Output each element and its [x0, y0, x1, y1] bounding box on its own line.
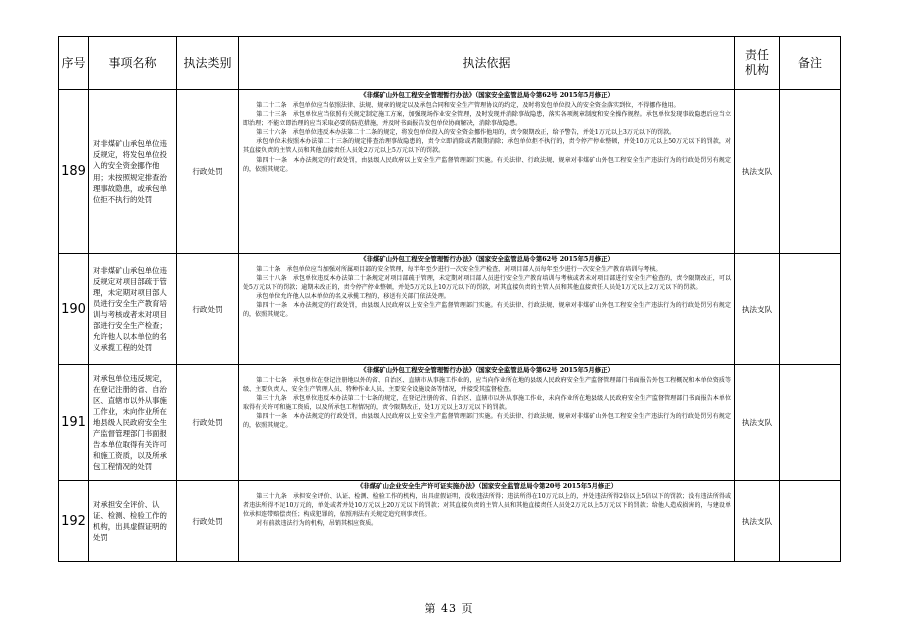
enforcement-type: 行政处罚	[177, 365, 239, 481]
row-number: 190	[59, 254, 89, 365]
responsible-org: 执法支队	[735, 90, 780, 254]
header-name: 事项名称	[89, 37, 177, 90]
law-title: 《非煤矿山外包工程安全管理暂行办法》（国家安全监管总局令第62号 2015年5月修正）	[360, 255, 614, 263]
legal-article: 第三十八条 承包单位违反本办法第二十条规定对项目部疏于管理，未定期对项目部人员进行安全生产教育培训与考核或者未对项目部进行安全生产检查的，责令限期改正，可以处5万元以下的罚款；逾期未改正的，责令停产停业整顿，并处5万元以上10万元以下的罚款，对其直接负责的主管人员和其他直接责任人员处1万元以上2万元以下的罚款。	[243, 275, 731, 292]
legal-article: 第三十九条 承担安全评价、认证、检测、检验工作的机构，出具虚假证明，没收违法所得；违法所得在10万元以上的，并处违法所得2倍以上5倍以下的罚款；没有违法所得或者违法所得不足10万元的，单处或者并处10万元以上20万元以下的罚款；对其直接负责的主管人员和其他直接责任人员处2万元以上5万元以下的罚款；给他人造成损害的，与建设单位承担连带赔偿责任；构成犯罪的，依照刑法有关规定追究刑事责任。	[243, 493, 731, 519]
enforcement-type: 行政处罚	[177, 254, 239, 365]
legal-basis	[239, 254, 735, 365]
item-name: 对非煤矿山承包单位违反规定对项目部疏于管理，未定期对项目部人员进行安全生产教育培训与考核或者未对项目部进行安全生产检查；允许他人以本单位的名义承揽工程的处罚	[89, 254, 177, 365]
table-row	[59, 254, 841, 365]
legal-basis	[239, 365, 735, 481]
row-number: 192	[59, 481, 89, 562]
header-no: 序号	[59, 37, 89, 90]
legal-article: 第二十二条 承包单位应当依照法律、法规、规章的规定以及承包合同和安全生产管理协议的约定，及时将发包单位投入的安全资金落实到位，不得挪作他用。	[256, 102, 680, 109]
legal-article: 第二十条 承包单位应当加强对所属项目部的安全管理，每半年至少进行一次安全生产检查，对项目部人员每年至少进行一次安全生产教育培训与考核。	[256, 266, 662, 273]
note-cell	[780, 90, 841, 254]
legal-article: 第四十一条 本办法规定的行政处罚，由县级人民政府以上安全生产监督管理部门实施。有关法律、行政法规、规章对非煤矿山外包工程安全生产违法行为的行政处罚另有规定的，依照其规定。	[243, 413, 731, 430]
item-name: 对非煤矿山承包单位违反规定，将发包单位投入的安全资金挪作他用；未按照规定排查治理事故隐患，或承包单位拒不执行的处罚	[89, 90, 177, 254]
legal-article: 第二十三条 承包单位应当依照有关规定制定施工方案，加强现场作业安全管理，及时发现并消除事故隐患，落实各项规章制度和安全操作规程。承包单位发现事故隐患后应当立即治理；不能立即治理的应当采取必要的防范措施，并及时书面报告发包单位协商解决，消除事故隐患。	[243, 111, 731, 128]
legal-article: 承包单位允许他人以本单位的名义承揽工程的，移送有关部门依法处理。	[256, 293, 450, 301]
item-name: 对承担安全评价、认证、检测、检验工作的机构，出具虚假证明的处罚	[89, 481, 177, 562]
enforcement-table	[58, 36, 841, 562]
table-row	[59, 481, 841, 562]
law-title: 《非煤矿山企业安全生产许可证实施办法》（国家安全监管总局令第20号 2015年5月修正）	[356, 482, 618, 490]
table-row	[59, 90, 841, 254]
legal-basis	[239, 90, 735, 254]
responsible-org: 执法支队	[735, 365, 780, 481]
law-title: 《非煤矿山外包工程安全管理暂行办法》（国家安全监管总局令第62号 2015年5月修正）	[360, 91, 614, 99]
note-cell	[780, 481, 841, 562]
law-title: 《非煤矿山外包工程安全管理暂行办法》（国家安全监管总局令第62号 2015年5月修正）	[360, 366, 614, 374]
enforcement-type: 行政处罚	[177, 90, 239, 254]
row-number: 191	[59, 365, 89, 481]
enforcement-type: 行政处罚	[177, 481, 239, 562]
legal-basis	[239, 481, 735, 562]
page-number: 第 43 页	[424, 602, 474, 615]
document-page	[58, 36, 840, 562]
item-name: 对承包单位违反规定，在登记注册的省、自治区、直辖市以外从事施工作业，未向作业所在地县级人民政府安全生产监督管理部门书面报告本单位取得有关许可和施工资质，以及所承包工程情况的处罚	[89, 365, 177, 481]
responsible-org: 执法支队	[735, 254, 780, 365]
legal-article: 第二十七条 承包单位在登记注册地以外的省、自治区、直辖市从事施工作业的，应当向作业所在地的县级人民政府安全生产监督管理部门书面报告外包工程概况和本单位资质等级、主要负责人、安全生产管理人员、特种作业人员、主要安全设施设备等情况，并接受其监督检查。	[243, 377, 731, 394]
legal-article: 对有前款违法行为的机构，吊销其相应资质。	[256, 520, 378, 528]
header-org: 责任 机构	[735, 37, 780, 90]
header-row	[59, 37, 841, 90]
header-note: 备注	[780, 37, 841, 90]
legal-article: 第四十一条 本办法规定的行政处罚，由县级人民政府以上安全生产监督管理部门实施。有关法律、行政法规、规章对非煤矿山外包工程安全生产违法行为的行政处罚另有规定的，依照其规定。	[243, 156, 731, 173]
note-cell	[780, 365, 841, 481]
table-row	[59, 365, 841, 481]
row-number: 189	[59, 90, 89, 254]
header-basis: 执法依据	[239, 37, 735, 90]
responsible-org: 执法支队	[735, 481, 780, 562]
legal-article: 第三十六条 承包单位违反本办法第二十二条的规定，将发包单位投入的安全资金挪作他用的，责令限期改正，给予警告，并处1万元以上3万元以下的罚款。	[256, 129, 676, 137]
legal-article: 第三十九条 承包单位违反本办法第二十七条的规定，在登记注册的省、自治区、直辖市以外从事施工作业，未向作业所在地县级人民政府安全生产监督管理部门书面报告本单位取得有关许可和施工资质，以及所承包工程情况的，责令限期改正，处1万元以上3万元以下的罚款。	[243, 395, 731, 412]
note-cell	[780, 254, 841, 365]
legal-article: 承包单位未按照本办法第二十三条的规定排查治理事故隐患的，责令立即消除或者限期消除；承包单位拒不执行的，责令停产停业整顿，并处10万元以上50万元以下的罚款，对其直接负责的主管人员和其他直接责任人员处2万元以上5万元以下的罚款。	[243, 138, 731, 155]
header-type: 执法类别	[177, 37, 239, 90]
legal-article: 第四十一条 本办法规定的行政处罚，由县级人民政府以上安全生产监督管理部门实施。有关法律、行政法规、规章对非煤矿山外包工程安全生产违法行为的行政处罚另有规定的，依照其规定。	[243, 302, 731, 319]
